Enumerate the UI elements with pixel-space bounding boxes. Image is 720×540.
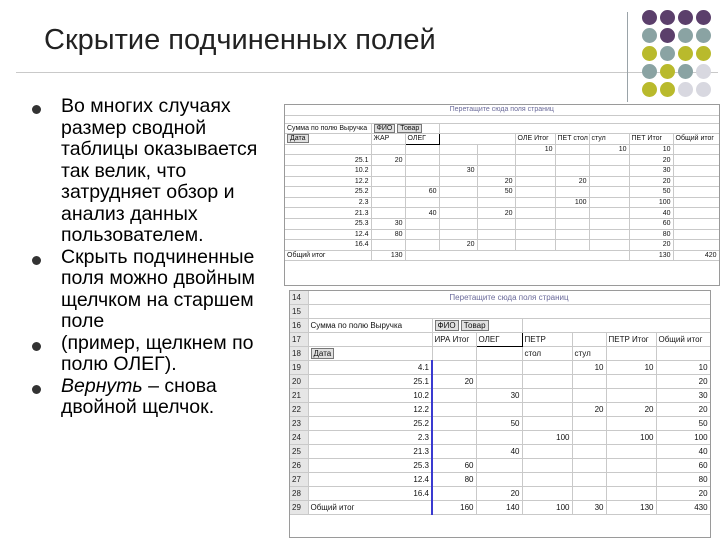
value-cell [673, 229, 719, 240]
bullet-text: – снова двойной щелчок. [61, 374, 217, 418]
date-cell: 16.4 [308, 487, 432, 501]
date-cell: 25.2 [308, 417, 432, 431]
table-row [290, 431, 710, 445]
decorative-dot-icon [660, 46, 675, 61]
date-cell: 4.1 [308, 361, 432, 375]
value-cell: 20 [629, 176, 673, 187]
row-field-cell [308, 347, 432, 361]
title-divider [16, 72, 718, 73]
value-cell: 100 [629, 197, 673, 208]
value-cell [439, 197, 477, 208]
bullet-item [32, 333, 284, 376]
value-cell: 10 [589, 144, 629, 155]
table-row [290, 305, 710, 319]
oleg-collapsed-cell[interactable]: ОЛЕГ [476, 333, 522, 347]
value-cell: 40 [405, 208, 439, 219]
value-cell [371, 165, 405, 176]
date-cell: 25.3 [285, 218, 371, 229]
col-head: ПЕТР Итог [606, 333, 656, 347]
value-cell [606, 417, 656, 431]
value-cell [515, 240, 555, 251]
cell [522, 319, 710, 333]
col-head: Общий итог [656, 333, 710, 347]
value-cell [572, 445, 606, 459]
decorative-dot-icon [642, 46, 657, 61]
sub-head [656, 347, 710, 361]
value-cell: 10 [572, 361, 606, 375]
value-cell [439, 229, 477, 240]
field-button-tovar[interactable]: Товар [397, 124, 422, 133]
value-cell [371, 240, 405, 251]
value-cell [405, 229, 439, 240]
value-cell [555, 155, 589, 166]
value-cell [522, 403, 572, 417]
value-cell: 30 [656, 389, 710, 403]
decorative-dot-icon [678, 46, 693, 61]
value-cell [405, 155, 439, 166]
value-cell [555, 187, 589, 198]
value-cell: 10 [606, 361, 656, 375]
value-cell [606, 459, 656, 473]
value-cell: 20 [572, 403, 606, 417]
date-cell: 21.3 [308, 445, 432, 459]
value-cell: 40 [629, 208, 673, 219]
value-cell [439, 218, 477, 229]
decorative-dot-icon [678, 64, 693, 79]
table-row [285, 197, 719, 208]
col-head: ПЕТ стол [555, 134, 589, 145]
field-button-fio[interactable]: ФИО [435, 320, 459, 331]
bullet-text: Во многих случаях размер сводной таблицы оказывается так велик, что затрудняет обзор и анализ данных пользователем. [61, 95, 258, 246]
bullet-text: (пример, щелкнем по полю ОЛЕГ). [61, 331, 254, 375]
value-cell: 20 [629, 155, 673, 166]
field-button-date[interactable]: Дата [311, 348, 335, 359]
date-cell: 21.3 [285, 208, 371, 219]
value-cell [476, 403, 522, 417]
value-cell [522, 459, 572, 473]
total-cell: 160 [432, 501, 476, 515]
value-cell: 50 [629, 187, 673, 198]
value-cell: 20 [439, 240, 477, 251]
value-cell: 60 [405, 187, 439, 198]
total-cell: 420 [673, 250, 719, 261]
col-head: ИРА Итог [432, 333, 476, 347]
table-row [285, 218, 719, 229]
cell [308, 305, 710, 319]
row-number[interactable]: 24 [290, 431, 308, 445]
col-head: ПЕТР [522, 333, 572, 347]
value-cell [555, 144, 589, 155]
value-cell [477, 155, 515, 166]
value-cell [476, 361, 522, 375]
value-cell [522, 375, 572, 389]
value-cell: 10 [515, 144, 555, 155]
value-cell [673, 176, 719, 187]
value-cell [515, 197, 555, 208]
value-cell [522, 487, 572, 501]
value-cell [432, 389, 476, 403]
sub-head [606, 347, 656, 361]
value-cell [405, 197, 439, 208]
table-row [290, 375, 710, 389]
decorative-dot-icon [696, 28, 711, 43]
date-cell: 12.4 [308, 473, 432, 487]
row-number[interactable]: 28 [290, 487, 308, 501]
value-cell [476, 459, 522, 473]
date-cell: 12.2 [308, 403, 432, 417]
value-cell: 10 [656, 361, 710, 375]
value-cell [515, 155, 555, 166]
date-cell: 25.3 [308, 459, 432, 473]
value-cell [522, 473, 572, 487]
bullet-text: Скрыть подчиненные поля можно двойным щелчком на старшем поле [61, 245, 255, 332]
value-cell: 20 [477, 208, 515, 219]
decorative-dot-icon [660, 82, 675, 97]
value-cell [405, 218, 439, 229]
value-cell: 100 [522, 431, 572, 445]
value-cell [606, 389, 656, 403]
value-cell [673, 165, 719, 176]
value-cell [432, 431, 476, 445]
value-cell [572, 487, 606, 501]
date-cell: 25.1 [285, 155, 371, 166]
value-cell [515, 176, 555, 187]
value-cell [673, 240, 719, 251]
table-row [290, 487, 710, 501]
value-cell: 20 [656, 403, 710, 417]
value-cell [606, 445, 656, 459]
decorative-dot-icon [660, 64, 675, 79]
value-cell [522, 389, 572, 403]
date-cell: 2.3 [308, 431, 432, 445]
value-cell: 20 [476, 487, 522, 501]
value-cell [589, 176, 629, 187]
value-cell: 20 [555, 176, 589, 187]
bullet-text-italic: Вернуть [61, 374, 143, 397]
value-cell [589, 165, 629, 176]
value-cell: 60 [629, 218, 673, 229]
value-cell [476, 431, 522, 445]
col-head: стул [589, 134, 629, 145]
decorative-dot-icon [660, 28, 675, 43]
value-cell [432, 487, 476, 501]
value-cell: 20 [656, 375, 710, 389]
value-cell: 50 [656, 417, 710, 431]
value-cell [432, 361, 476, 375]
decorative-dot-icon [642, 82, 657, 97]
value-cell [572, 375, 606, 389]
value-cell [477, 165, 515, 176]
value-cell [572, 431, 606, 445]
row-number[interactable]: 21 [290, 389, 308, 403]
decorative-dot-icon [678, 82, 693, 97]
date-cell: 25.2 [285, 187, 371, 198]
value-cell [515, 165, 555, 176]
bullet-list [32, 96, 284, 419]
date-cell: 12.4 [285, 229, 371, 240]
value-cell: 40 [656, 445, 710, 459]
decorative-dot-icon [678, 28, 693, 43]
value-cell [477, 229, 515, 240]
row-number[interactable]: 27 [290, 473, 308, 487]
decorative-dot-grid [640, 8, 720, 104]
value-cell: 60 [656, 459, 710, 473]
total-cell: 130 [371, 250, 405, 261]
total-cell: 100 [522, 501, 572, 515]
pivot-screenshot-collapsed [289, 290, 711, 538]
table-row [290, 347, 710, 361]
value-cell [515, 208, 555, 219]
value-cell [515, 187, 555, 198]
table-row [290, 417, 710, 431]
value-cell [432, 417, 476, 431]
value-cell [371, 208, 405, 219]
table-row [290, 459, 710, 473]
row-number[interactable]: 23 [290, 417, 308, 431]
date-cell: 10.2 [285, 165, 371, 176]
bullet-dot-icon [32, 105, 41, 114]
value-cell [371, 176, 405, 187]
date-cell: 16.4 [285, 240, 371, 251]
total-cell: 130 [606, 501, 656, 515]
value-cell [555, 240, 589, 251]
table-row [285, 176, 719, 187]
value-cell [589, 187, 629, 198]
value-cell: 100 [555, 197, 589, 208]
value-cell [405, 240, 439, 251]
total-cell: 130 [629, 250, 673, 261]
row-number[interactable]: 29 [290, 501, 308, 515]
total-cell: 30 [572, 501, 606, 515]
decorative-dot-icon [696, 64, 711, 79]
value-cell [477, 144, 515, 155]
row-number[interactable]: 22 [290, 403, 308, 417]
value-cell [555, 165, 589, 176]
value-cell [439, 176, 477, 187]
date-cell [285, 144, 371, 155]
field-button-fio[interactable]: ФИО [374, 124, 396, 133]
date-cell: 12.2 [285, 176, 371, 187]
value-cell [405, 176, 439, 187]
value-cell [572, 473, 606, 487]
row-number[interactable]: 16 [290, 319, 308, 333]
value-cell [589, 155, 629, 166]
bullet-dot-icon [32, 342, 41, 351]
value-cell: 20 [371, 155, 405, 166]
bullet-item [32, 247, 284, 333]
sub-head [432, 347, 476, 361]
value-cell [673, 218, 719, 229]
value-cell [405, 165, 439, 176]
value-cell [439, 187, 477, 198]
value-cell: 10 [629, 144, 673, 155]
data-field-label[interactable]: Сумма по полю Выручка [285, 123, 371, 134]
value-cell [476, 473, 522, 487]
value-cell: 100 [606, 431, 656, 445]
value-cell [522, 445, 572, 459]
value-cell [476, 375, 522, 389]
corner-divider [627, 12, 628, 102]
data-field-label[interactable]: Сумма по полю Выручка [308, 319, 432, 333]
table-row [290, 389, 710, 403]
col-head: Общий итог [673, 134, 719, 145]
col-head: ЖАР [371, 134, 405, 145]
row-number[interactable]: 17 [290, 333, 308, 347]
value-cell [555, 229, 589, 240]
decorative-dot-icon [696, 82, 711, 97]
table-row [285, 208, 719, 219]
oleg-cell[interactable]: ОЛЕГ [405, 134, 439, 145]
slide-title: Скрытие подчиненных полей [44, 24, 436, 56]
bullet-dot-icon [32, 385, 41, 394]
decorative-dot-icon [642, 10, 657, 25]
value-cell: 20 [629, 240, 673, 251]
value-cell [432, 403, 476, 417]
table-row [290, 333, 710, 347]
value-cell [439, 208, 477, 219]
value-cell [673, 197, 719, 208]
table-row [290, 473, 710, 487]
sub-head: стол [522, 347, 572, 361]
value-cell: 50 [476, 417, 522, 431]
value-cell [589, 208, 629, 219]
value-cell: 60 [432, 459, 476, 473]
bullet-item [32, 376, 284, 419]
value-cell [589, 197, 629, 208]
value-cell [405, 144, 439, 155]
value-cell [477, 218, 515, 229]
pivot-table [285, 105, 720, 261]
table-row [290, 319, 710, 333]
field-button-date[interactable]: Дата [287, 134, 309, 143]
value-cell [606, 375, 656, 389]
row-number[interactable]: 25 [290, 445, 308, 459]
bullet-dot-icon [32, 256, 41, 265]
value-cell [673, 144, 719, 155]
row-number[interactable]: 18 [290, 347, 308, 361]
value-cell [515, 218, 555, 229]
decorative-dot-icon [642, 64, 657, 79]
value-cell [555, 218, 589, 229]
table-row [285, 240, 719, 251]
row-number[interactable]: 26 [290, 459, 308, 473]
value-cell [589, 218, 629, 229]
grand-total-label: Общий итог [285, 250, 371, 261]
value-cell [439, 144, 477, 155]
value-cell: 80 [432, 473, 476, 487]
decorative-dot-icon [696, 10, 711, 25]
value-cell [606, 473, 656, 487]
value-cell [589, 229, 629, 240]
sub-head [476, 347, 522, 361]
column-field-area [432, 319, 522, 333]
value-cell [477, 197, 515, 208]
value-cell: 80 [629, 229, 673, 240]
value-cell [371, 144, 405, 155]
table-row [290, 361, 710, 375]
value-cell: 20 [432, 375, 476, 389]
value-cell: 30 [629, 165, 673, 176]
value-cell: 20 [656, 487, 710, 501]
date-cell: 10.2 [308, 389, 432, 403]
col-head: ОЛЕ Итог [515, 134, 555, 145]
value-cell [673, 187, 719, 198]
table-row [290, 501, 710, 515]
value-cell [555, 208, 589, 219]
row-number[interactable]: 19 [290, 361, 308, 375]
table-row [285, 165, 719, 176]
page-field-dropzone[interactable]: Перетащите сюда поля страниц [285, 105, 719, 115]
value-cell: 100 [656, 431, 710, 445]
value-cell [477, 240, 515, 251]
value-cell [606, 487, 656, 501]
total-cell: 140 [476, 501, 522, 515]
decorative-dot-icon [696, 46, 711, 61]
value-cell [522, 361, 572, 375]
grand-total-label: Общий итог [308, 501, 432, 515]
value-cell: 20 [477, 176, 515, 187]
value-cell: 80 [656, 473, 710, 487]
value-cell: 80 [371, 229, 405, 240]
value-cell: 30 [371, 218, 405, 229]
table-row [290, 403, 710, 417]
value-cell: 20 [606, 403, 656, 417]
pivot-screenshot-full [284, 104, 720, 286]
value-cell [673, 155, 719, 166]
value-cell [572, 459, 606, 473]
table-row [285, 144, 719, 155]
table-row [285, 187, 719, 198]
value-cell [572, 417, 606, 431]
table-row [285, 155, 719, 166]
row-number[interactable]: 20 [290, 375, 308, 389]
decorative-dot-icon [678, 10, 693, 25]
col-head: ПЕТ Итог [629, 134, 673, 145]
table-row [290, 445, 710, 459]
value-cell [439, 155, 477, 166]
decorative-dot-icon [642, 28, 657, 43]
date-cell: 2.3 [285, 197, 371, 208]
date-cell: 25.1 [308, 375, 432, 389]
page-field-dropzone[interactable]: Перетащите сюда поля страниц [308, 291, 710, 305]
value-cell [371, 197, 405, 208]
col-head [572, 333, 606, 347]
total-cell: 430 [656, 501, 710, 515]
value-cell: 50 [477, 187, 515, 198]
sub-head: стул [572, 347, 606, 361]
value-cell [673, 208, 719, 219]
row-field-area [308, 333, 432, 347]
table-row [290, 291, 710, 305]
decorative-dot-icon [660, 10, 675, 25]
field-button-tovar[interactable]: Товар [461, 320, 489, 331]
value-cell [522, 417, 572, 431]
value-cell [515, 229, 555, 240]
row-number[interactable]: 15 [290, 305, 308, 319]
value-cell: 30 [476, 389, 522, 403]
pivot-table [290, 291, 711, 515]
bullet-item [32, 96, 284, 247]
value-cell [572, 389, 606, 403]
value-cell [371, 187, 405, 198]
value-cell [589, 240, 629, 251]
table-row [285, 229, 719, 240]
value-cell: 30 [439, 165, 477, 176]
row-number[interactable]: 14 [290, 291, 308, 305]
value-cell [432, 445, 476, 459]
value-cell: 40 [476, 445, 522, 459]
